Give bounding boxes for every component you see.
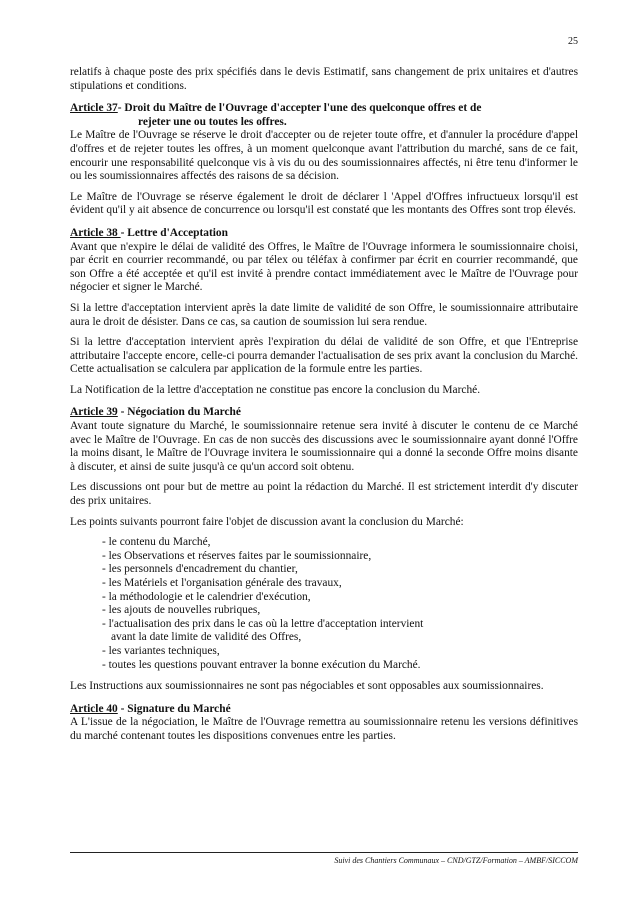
- article-37-paragraph-1: Le Maître de l'Ouvrage se réserve le droit d'accepter ou de rejeter toute offre, et d'annuler la procédure d'appel d'offres et de rejeter toutes les offres, à un moment quelconque avant l'attribution du marché, sans de ce fait, encourir une responsabilité quelconque vis à vis du ou des soumissionnaires affectés, ni être tenu d'informer le ou les soumissionnaires affectés des raisons de sa décision.: [70, 129, 578, 183]
- article-39-paragraph-2: Les discussions ont pour but de mettre au point la rédaction du Marché. Il est strictement interdit d'y discuter des prix unitaires.: [70, 481, 578, 508]
- discussion-points-list: [70, 536, 578, 672]
- article-40-number: Article 40: [70, 702, 118, 715]
- article-37-title-line2: rejeter une ou toutes les offres.: [138, 115, 287, 128]
- list-item: - les ajouts de nouvelles rubriques,: [102, 604, 261, 617]
- article-38-paragraph-3: Si la lettre d'acceptation intervient après l'expiration du délai de validité de son Offre, et que l'Entreprise attributaire l'accepte encore, celle-ci pourra demander l'actualisation de ses prix avant la conclusion du Marché. Cette actualisation se calculera par application de la formule entre les parties.: [70, 336, 578, 376]
- article-40-title: - Signature du Marché: [117, 702, 231, 715]
- intro-paragraph: relatifs à chaque poste des prix spécifiés dans le devis Estimatif, sans changement de prix unitaires et d'autres stipulations et conditions.: [70, 66, 578, 92]
- article-38-paragraph-4: La Notification de la lettre d'acceptation ne constitue pas encore la conclusion du Marché.: [70, 383, 481, 396]
- article-37-title: [118, 102, 482, 116]
- list-item: - l'actualisation des prix dans le cas où la lettre d'acceptation intervient: [102, 617, 424, 630]
- page-number: 25: [568, 36, 578, 47]
- article-39-heading: [70, 406, 578, 420]
- list-item: - les Matériels et l'organisation générale des travaux,: [102, 577, 342, 589]
- article-38-heading: [70, 227, 578, 241]
- article-37-heading: [70, 102, 578, 116]
- article-38-paragraph-2: Si la lettre d'acceptation intervient après la date limite de validité de son Offre, le soumissionnaire attributaire aura le droit de désister. Dans ce cas, sa caution de soumission lui sera rendue.: [70, 301, 578, 328]
- list-item: - la méthodologie et le calendrier d'exécution,: [102, 590, 311, 603]
- list-item: - les variantes techniques,: [102, 644, 220, 657]
- article-39-number: Article 39: [70, 406, 118, 419]
- article-39-paragraph-4: Les Instructions aux soumissionnaires ne sont pas négociables et sont opposables aux soumissionnaires.: [70, 680, 544, 693]
- list-item: - les personnels d'encadrement du chantier,: [102, 563, 298, 576]
- article-37-title-line1: - Droit du Maître de l'Ouvrage d'accepter l'une des quelconque offres et de: [117, 102, 482, 115]
- page-footer: Suivi des Chantiers Communaux – CND/GTZ/Formation – AMBF/SICCOM: [334, 856, 578, 865]
- article-38-paragraph-1: Avant que n'expire le délai de validité des Offres, le Maître de l'Ouvrage informera le soumissionnaire choisi, par écrit en courrier recommandé, ou par télex ou téléfax à confirmer par écrit en courrier recommandé, que son Offre a été acceptée et qu'il est invité à prendre contact immédiatement avec le Maître de l'Ouvrage pour négocier et signer le Marché.: [70, 240, 578, 294]
- footer-divider: [70, 852, 578, 853]
- article-39-paragraph-3: Les points suivants pourront faire l'objet de discussion avant la conclusion du Marché:: [70, 515, 464, 528]
- article-37-paragraph-2: Le Maître de l'Ouvrage se réserve également le droit de déclarer l 'Appel d'Offres infructueux lorsqu'il est évident qu'il y ait absence de concurrence ou lorsqu'il est constaté que les montants des Offres sont trop élevés.: [70, 190, 578, 217]
- article-40-heading: [70, 703, 578, 717]
- article-37-number: Article 37: [70, 102, 118, 115]
- article-39-paragraph-1: Avant toute signature du Marché, le soumissionnaire retenue sera invité à discuter le contenu de ce Marché avec le Maître de l'Ouvrage. En cas de non succès des discussions avec le soumissionnaire ayant donné l'Offre la moins disant, le Maître de l'Ouvrage invitera le soumissionnaire qui a donné la seconde Offre moins disante à discuter, et ainsi de suite jusqu'à ce qu'un accord soit obtenu.: [70, 420, 578, 473]
- article-38-number: Article 38: [70, 226, 121, 239]
- article-40-paragraph-1: A L'issue de la négociation, le Maître de l'Ouvrage remettra au soumissionnaire retenu les versions définitives du marché contenant toutes les dispositions convenues entre les parties.: [70, 716, 578, 742]
- list-item: - les Observations et réserves faites par le soumissionnaire,: [102, 549, 372, 562]
- list-item: - le contenu du Marché,: [102, 536, 211, 549]
- list-item-continuation: avant la date limite de validité des Offres,: [111, 631, 302, 644]
- page-body: [70, 66, 578, 751]
- article-38-title: - Lettre d'Acceptation: [120, 226, 228, 239]
- article-39-title: - Négociation du Marché: [117, 406, 241, 419]
- list-item: - toutes les questions pouvant entraver la bonne exécution du Marché.: [102, 658, 421, 671]
